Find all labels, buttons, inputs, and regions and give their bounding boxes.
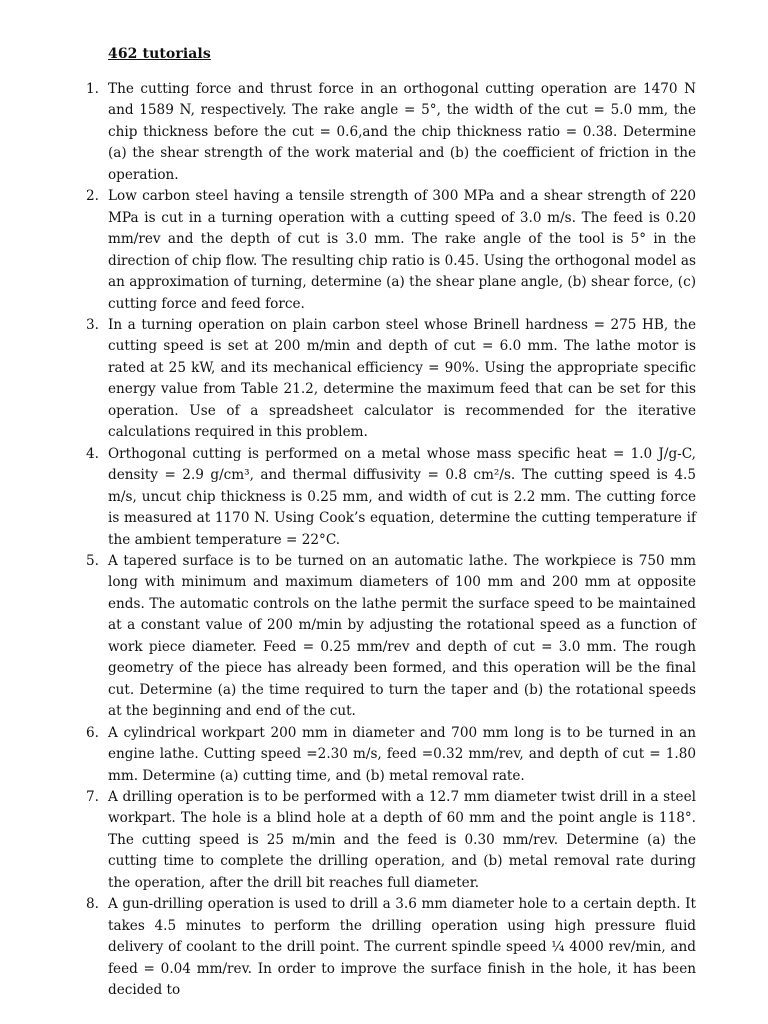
problem-number: 1. [86,81,99,97]
problem-number: 8. [86,896,99,913]
problem-number: 6. [86,724,99,741]
problem-text: Orthogonal cutting is performed on a metal whose mass specific heat = 1.0 J/g-C, density = 2.9 g/cm³, and thermal diffusivity = 0.8 cm²/s. The cutting speed is 4.5 m/s, uncut chip thickness is 0.25 mm, and width of cut is 2.2 mm. The cutting force is measured at 1170 N. Using Cook’s equation, determine the cutting temperature if the ambient temperature = 22°C. [108,445,696,548]
problem-text: The cutting force and thrust force in an orthogonal cutting operation are 1470 N and 1589 N, respectively. The rake angle = 5°, the width of the cut = 5.0 mm, the chip thickness before the cut = 0.6,and the chip thickness ratio = 0.38. Determine (a) the shear strength of the work material and (b) the coefficient of friction in the operation. [108,81,696,183]
problem-item [80,79,696,186]
problem-text: A gun-drilling operation is used to drill a 3.6 mm diameter hole to a certain depth. It takes 4.5 minutes to perform the drilling operation using high pressure fluid delivery of coolant to the drill point. The current spindle speed ¼ 4000 rev/min, and feed = 0.04 mm/rev. In order to improve the surface finish in the hole, it has been decided to [108,896,696,999]
problem-item [80,551,696,723]
problem-number: 3. [86,316,99,333]
problem-number: 2. [86,188,99,205]
problem-text: Low carbon steel having a tensile strength of 300 MPa and a shear strength of 220 MPa is cut in a turning operation with a cutting speed of 3.0 m/s. The feed is 0.20 mm/rev and the depth of cut is 3.0 mm. The rake angle of the tool is 5° in the direction of chip flow. The resulting chip ratio is 0.45. Using the orthogonal model as an approximation of turning, determine (a) the shear plane angle, (b) shear force, (c) cutting force and feed force. [108,188,696,312]
problem-item [80,787,696,894]
problem-number: 4. [86,445,99,462]
problem-list [80,79,696,1001]
problem-number: 5. [86,552,99,569]
problem-text: In a turning operation on plain carbon steel whose Brinell hardness = 275 HB, the cutting speed is set at 200 m/min and depth of cut = 6.0 mm. The lathe motor is rated at 25 kW, and its mechanical efficiency = 90%. Using the appropriate specific energy value from Table 21.2, determine the maximum feed that can be set for this operation. Use of a spreadsheet calculator is recommended for the iterative calculations required in this problem. [108,316,696,441]
problem-text: A tapered surface is to be turned on an automatic lathe. The workpiece is 750 mm long with minimum and maximum diameters of 100 mm and 200 mm at opposite ends. The automatic controls on the lathe permit the surface speed to be maintained at a constant value of 200 m/min by adjusting the rotational speed as a function of work piece diameter. Feed = 0.25 mm/rev and depth of cut = 3.0 mm. The rough geometry of the piece has already been formed, and this operation will be the final cut. Determine (a) the time required to turn the taper and (b) the rotational speeds at the beginning and end of the cut. [108,552,696,720]
problem-item [80,723,696,787]
problem-text: A cylindrical workpart 200 mm in diameter and 700 mm long is to be turned in an engine lathe. Cutting speed =2.30 m/s, feed =0.32 mm/rev, and depth of cut = 1.80 mm. Determine (a) cutting time, and (b) metal removal rate. [108,724,696,784]
problem-item [80,894,696,1001]
document-title: 462 tutorials [108,46,211,62]
problem-item [80,186,696,315]
problem-text: A drilling operation is to be performed with a 12.7 mm diameter twist drill in a steel workpart. The hole is a blind hole at a depth of 60 mm and the point angle is 118°. The cutting speed is 25 m/min and the feed is 0.30 mm/rev. Determine (a) the cutting time to complete the drilling operation, and (b) metal removal rate during the operation, after the drill bit reaches full diameter. [108,788,696,891]
problem-number: 7. [86,788,99,805]
problem-item [80,444,696,551]
problem-item [80,315,696,444]
